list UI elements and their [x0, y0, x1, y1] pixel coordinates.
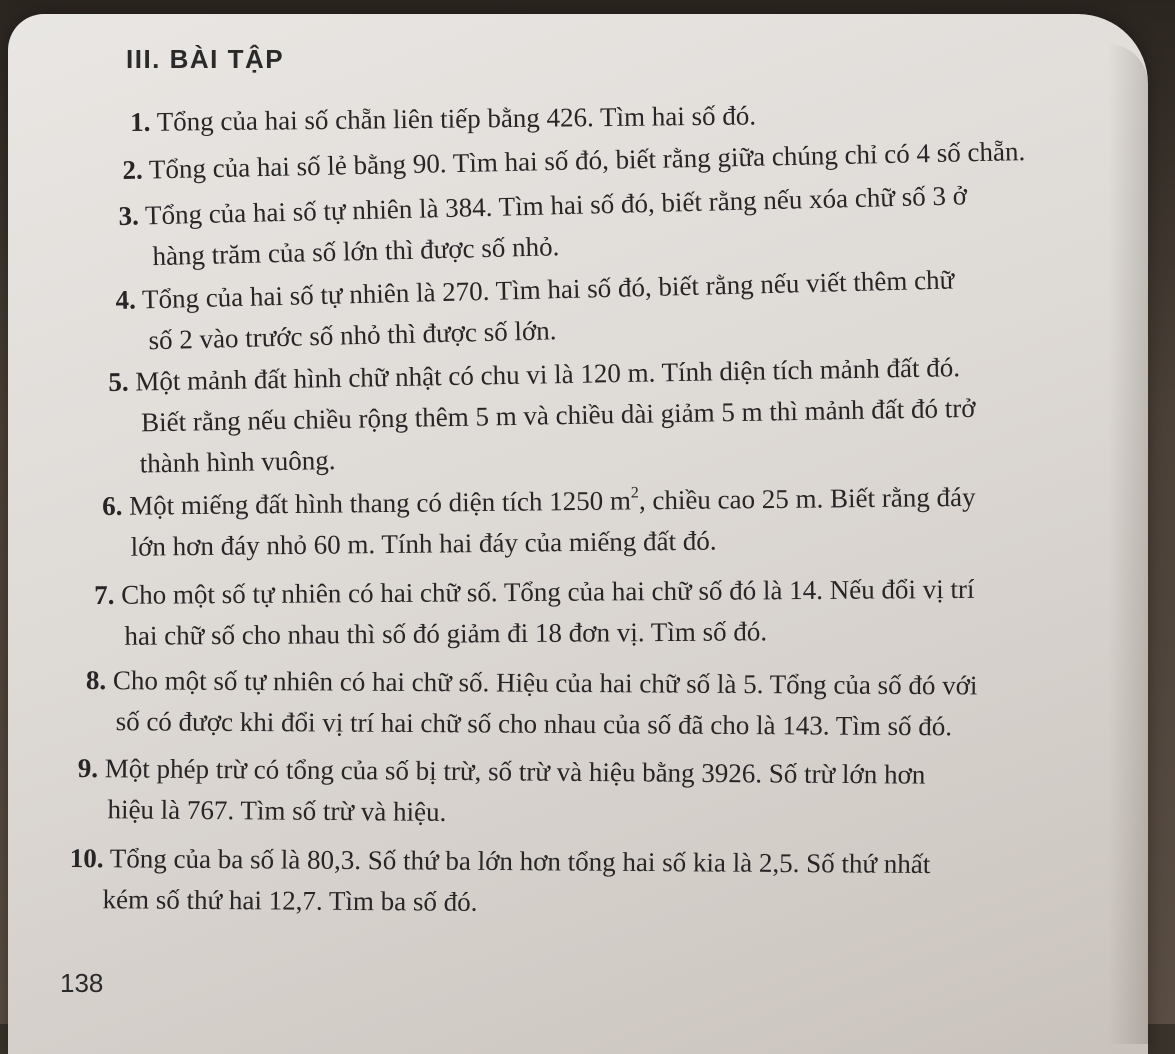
- exercise-text-continued: kém số thứ hai 12,7. Tìm ba số đó.: [102, 884, 478, 917]
- exercise-number: 10.: [69, 842, 104, 874]
- page-number: 138: [60, 968, 104, 998]
- exercise-number: 6.: [102, 490, 123, 521]
- exercise-5: [108, 347, 977, 485]
- exercise-text-continued: số có được khi đổi vị trí hai chữ số cho nhau của số đã cho là 143. Tìm số đó.: [115, 706, 953, 742]
- exercise-text: [129, 482, 976, 521]
- exercise-text: Cho một số tự nhiên có hai chữ số. Hiệu của hai chữ số là 5. Tổng của số đó với: [112, 665, 978, 701]
- exercise-text-continued: lớn hơn đáy nhỏ 60 m. Tính hai đáy của miếng đất đó.: [130, 525, 717, 562]
- exercise-number: 3.: [118, 200, 140, 231]
- exercise-10: [69, 838, 930, 926]
- exercise-number: 2.: [122, 154, 143, 185]
- superscript: 2: [630, 484, 639, 502]
- exercise-text-continued: hàng trăm của số lớn thì được số nhỏ.: [152, 231, 560, 272]
- exercise-8: [85, 660, 977, 747]
- exercise-text-continued: hai chữ số cho nhau thì số đó giảm đi 18 đơn vị. Tìm số đó.: [124, 616, 768, 651]
- exercise-number: 1.: [130, 106, 151, 137]
- exercise-text-continued: hiệu là 767. Tìm số trừ và hiệu.: [107, 794, 447, 827]
- exercise-text-part: , chiều cao 25 m. Biết rằng đáy: [638, 481, 976, 516]
- exercise-7: [94, 569, 975, 657]
- section-heading: III. BÀI TẬP: [126, 44, 285, 74]
- exercise-1: [130, 95, 756, 143]
- page-edge-shadow: [1108, 44, 1148, 1044]
- exercise-number: 5.: [108, 366, 129, 397]
- exercise-number: 9.: [77, 752, 99, 784]
- exercise-text: Cho một số tự nhiên có hai chữ số. Tổng của hai chữ số đó là 14. Nếu đổi vị trí: [121, 573, 975, 610]
- exercise-number: 4.: [115, 284, 137, 315]
- exercise-text: Tổng của hai số lẻ bằng 90. Tìm hai số đó, biết rằng giữa chúng chỉ có 4 số chẵn.: [148, 136, 1026, 185]
- exercise-text-continued: số 2 vào trước số nhỏ thì được số lớn.: [148, 315, 557, 356]
- exercise-text: Tổng của hai số tự nhiên là 384. Tìm hai số đó, biết rằng nếu xóa chữ số 3 ở: [144, 180, 968, 231]
- exercise-text-continued: thành hình vuông.: [139, 445, 336, 479]
- exercise-text-part: Một miếng đất hình thang có diện tích 1250 m: [129, 485, 632, 521]
- exercise-text: Tổng của hai số chẵn liên tiếp bằng 426. Tìm hai số đó.: [156, 100, 757, 137]
- exercise-text: Một phép trừ có tổng của số bị trừ, số trừ và hiệu bằng 3926. Số trừ lớn hơn: [104, 753, 926, 790]
- exercise-number: 7.: [94, 579, 115, 610]
- exercise-number: 8.: [85, 664, 107, 696]
- exercise-text: Một mảnh đất hình chữ nhật có chu vi là 120 m. Tính diện tích mảnh đất đó.: [135, 352, 961, 397]
- exercise-text: Tổng của hai số tự nhiên là 270. Tìm hai số đó, biết rằng nếu viết thêm chữ: [141, 264, 955, 315]
- exercise-6: [102, 477, 976, 568]
- exercise-9: [77, 748, 925, 837]
- exercise-text-continued: Biết rằng nếu chiều rộng thêm 5 m và chiều dài giảm 5 m thì mảnh đất đó trở: [140, 392, 976, 438]
- exercise-text: Tổng của ba số là 80,3. Số thứ ba lớn hơn tổng hai số kia là 2,5. Số thứ nhất: [109, 843, 931, 880]
